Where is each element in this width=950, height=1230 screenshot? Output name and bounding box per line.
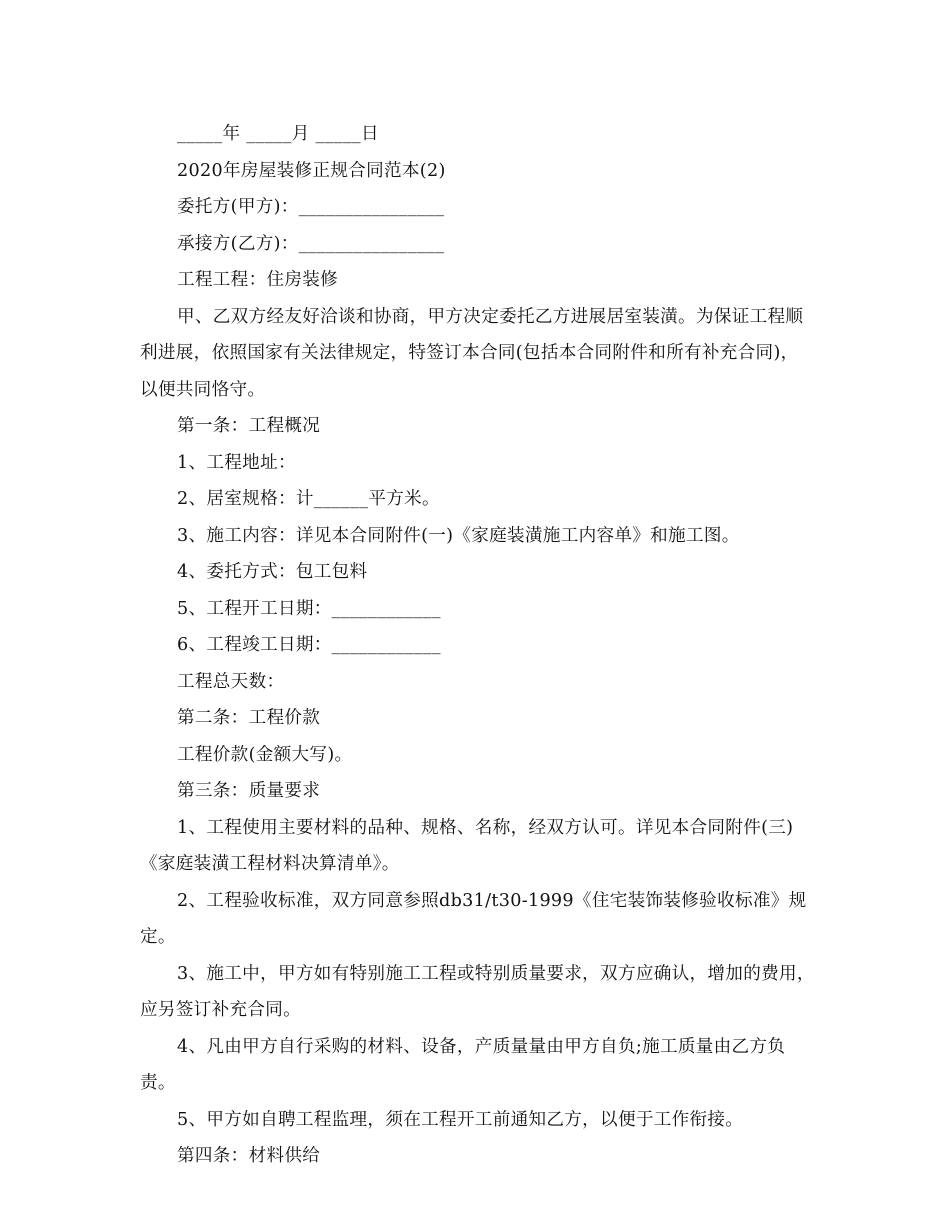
article-2-heading: 第二条：工程价款 (177, 708, 321, 728)
document-title: 2020年房屋装修正规合同范本(2) (177, 160, 446, 181)
article-1-heading: 第一条：工程概况 (177, 416, 321, 436)
article-4-heading: 第四条：材料供给 (177, 1146, 321, 1166)
article-3-item-2: 2、工程验收标准，双方同意参照db31/t30-1999《住宅装饰装修验收标准》规定。 (140, 890, 807, 947)
article-1-item-2: 2、居室规格：计______平方米。 (177, 489, 440, 509)
article-2-price-line: 工程价款(金额大写)。 (177, 744, 353, 765)
party-b-line: 承接方(乙方)：________________ (177, 233, 445, 254)
date-line: _____年 _____月 _____日 (177, 124, 379, 144)
article-3-item-5: 5、甲方如自聘工程监理，须在工程开工前通知乙方，以便于工作衔接。 (177, 1109, 744, 1130)
project-name-line: 工程工程：住房装修 (177, 270, 339, 290)
total-days-line: 工程总天数： (177, 671, 285, 692)
article-3-heading: 第三条：质量要求 (177, 781, 321, 801)
article-3-item-4: 4、凡由甲方自行采购的材料、设备，产质量量由甲方自负;施工质量由乙方负责。 (140, 1036, 786, 1093)
article-3-item-1: 1、工程使用主要材料的品种、规格、名称，经双方认可。详见本合同附件(三)《家庭装潢工程材料决算清单》。 (140, 817, 794, 874)
article-1-item-6: 6、工程竣工日期：____________ (177, 635, 441, 655)
document-body (140, 116, 815, 1175)
article-1-item-4: 4、委托方式：包工包料 (177, 562, 368, 582)
article-3-item-3: 3、施工中，甲方如有特别施工工程或特别质量要求，双方应确认，增加的费用，应另签订补充合同。 (140, 963, 815, 1020)
party-a-line: 委托方(甲方)：________________ (177, 197, 445, 217)
preamble-paragraph: 甲、乙双方经友好洽谈和协商，甲方决定委托乙方进展居室装潢。为保证工程顺利进展，依照国家有关法律规定，特签订本合同(包括本合同附件和所有补充合同)，以便共同恪守。 (140, 306, 804, 400)
article-1-item-5: 5、工程开工日期：____________ (177, 598, 441, 619)
article-1-item-1: 1、工程地址： (177, 452, 296, 473)
article-1-item-3: 3、施工内容：详见本合同附件(一)《家庭装潢施工内容单》和施工图。 (177, 525, 740, 546)
